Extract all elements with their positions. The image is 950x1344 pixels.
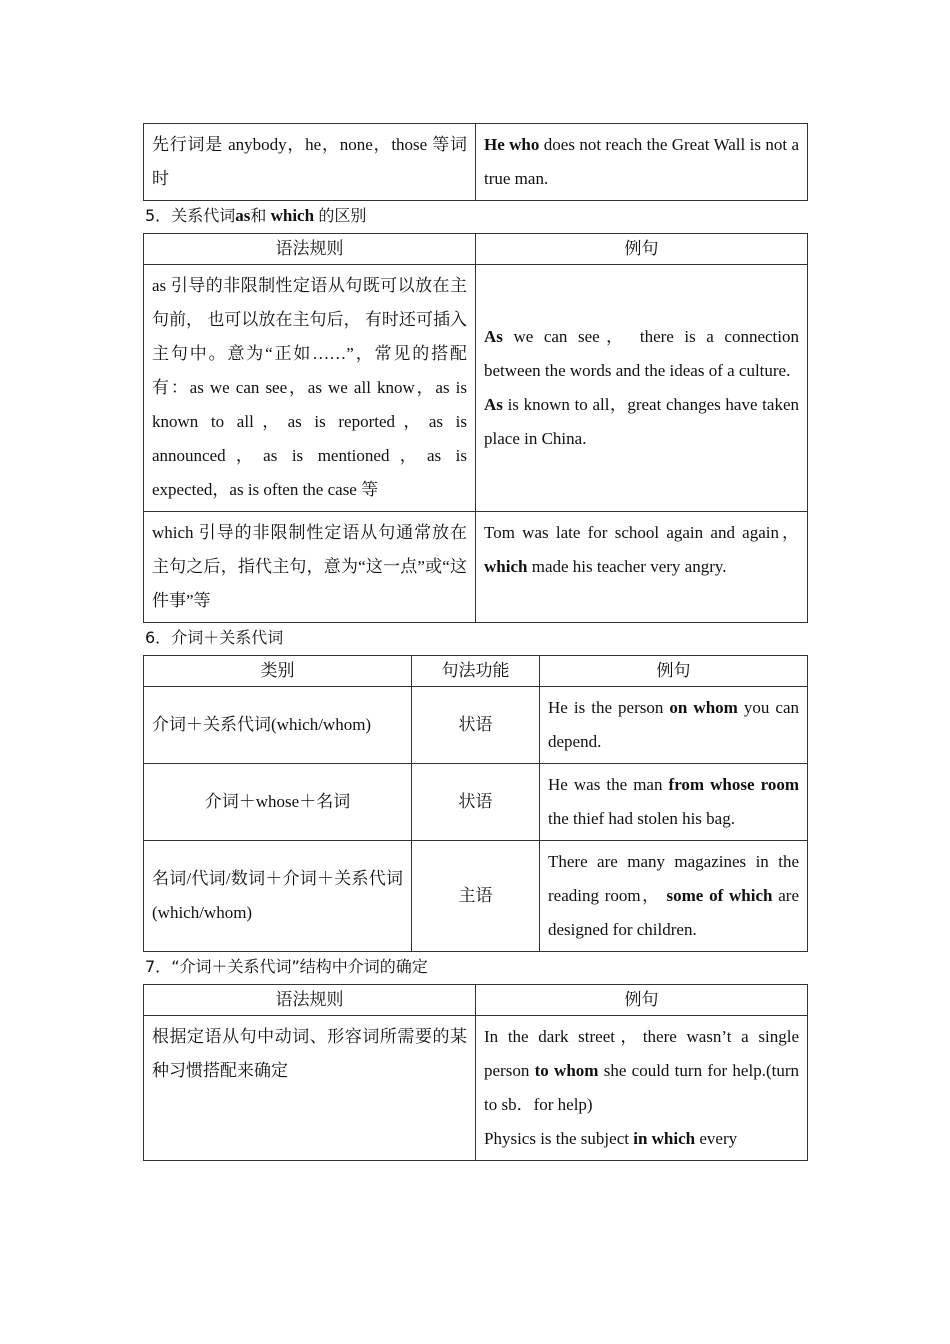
- table-header-row: [144, 656, 808, 687]
- example-text: we can see， there is a connection between the words and the ideas of a culture.: [484, 327, 799, 380]
- function-cell: 状语: [412, 687, 540, 764]
- function-cell: 状语: [412, 764, 540, 841]
- example-sentence: [484, 320, 799, 388]
- table-row: [144, 512, 808, 623]
- example-text: There are many magazines in the reading room，: [548, 852, 799, 905]
- function-cell: 主语: [412, 841, 540, 952]
- section-heading-7: [143, 954, 807, 980]
- example-sentence: [484, 1122, 799, 1156]
- bold-term: in which: [633, 1129, 696, 1148]
- bold-term: He who: [484, 135, 540, 154]
- heading-text: 和: [250, 206, 267, 225]
- example-text: are designed for children.: [548, 886, 799, 939]
- column-header: 类别: [144, 656, 412, 687]
- table-row: [144, 124, 808, 201]
- column-header: 例句: [540, 656, 808, 687]
- rule-cell: 根据定语从句中动词、形容词所需要的某种习惯搭配来确定: [144, 1016, 476, 1161]
- section-number: 7．: [145, 957, 172, 976]
- example-cell: [476, 512, 808, 623]
- example-cell: [476, 124, 808, 201]
- example-cell: [476, 265, 808, 512]
- table-row: [144, 841, 808, 952]
- example-text: the thief had stolen his bag.: [548, 809, 735, 828]
- heading-term: as: [235, 206, 251, 225]
- bold-term: which: [484, 557, 528, 576]
- heading-text: “介词＋关系代词”结构中介词的确定: [171, 957, 428, 976]
- example-text: Tom was late for school again and again，: [484, 523, 799, 542]
- example-text: you can depend.: [548, 698, 799, 751]
- example-text: He was the man: [548, 775, 669, 794]
- example-cell: [540, 841, 808, 952]
- example-text: is known to all，great changes have taken place in China.: [484, 395, 799, 448]
- table-prep-determination: [143, 984, 808, 1161]
- example-cell: [540, 764, 808, 841]
- section-heading-5: [143, 203, 807, 229]
- example-sentence: [484, 1020, 799, 1122]
- section-number: 6．: [145, 628, 172, 647]
- example-text: Physics is the subject: [484, 1129, 634, 1148]
- example-text: He is the person: [548, 698, 670, 717]
- heading-term: which: [270, 206, 315, 225]
- type-cell: 介词＋关系代词(which/whom): [144, 687, 412, 764]
- heading-text: 关系代词: [171, 206, 236, 225]
- rule-cell: which 引导的非限制性定语从句通常放在主句之后，指代主句，意为“这一点”或“这件事”等: [144, 512, 476, 623]
- column-header: 例句: [476, 234, 808, 265]
- column-header: 语法规则: [144, 234, 476, 265]
- section-heading-6: [143, 625, 807, 651]
- table-row: [144, 265, 808, 512]
- example-text: made his teacher very angry.: [527, 557, 727, 576]
- example-text: In the dark street，there wasn’t a single person: [484, 1027, 799, 1080]
- table-header-row: [144, 234, 808, 265]
- table-header-row: [144, 985, 808, 1016]
- example-cell: [540, 687, 808, 764]
- example-text: does not reach the Great Wall is not a true man.: [484, 135, 800, 188]
- column-header: 句法功能: [412, 656, 540, 687]
- table-as-which: [143, 233, 808, 623]
- bold-term: some of which: [666, 886, 773, 905]
- type-cell: 名词/代词/数词＋介词＋关系代词(which/whom): [144, 841, 412, 952]
- example-cell: [476, 1016, 808, 1161]
- heading-text: 的区别: [318, 206, 367, 225]
- document-page: [143, 123, 807, 1161]
- bold-term: to whom: [534, 1061, 599, 1080]
- example-text: she could turn for help.(turn to sb．for help): [484, 1061, 799, 1114]
- bold-term: on whom: [669, 698, 738, 717]
- rule-cell: 先行词是 anybody，he，none，those 等词时: [144, 124, 476, 201]
- heading-text: 介词＋关系代词: [171, 628, 284, 647]
- rule-cell: as 引导的非限制性定语从句既可以放在主句前， 也可以放在主句后， 有时还可插入主句中。意为“正如……”，常见的搭配有：as we can see，as we all know，as is known to all，as is reported，as is announced，as is mentioned，as is expected，as is often the case 等: [144, 265, 476, 512]
- table-prep-relative: [143, 655, 808, 952]
- example-sentence: [484, 388, 799, 456]
- example-text: every: [695, 1129, 738, 1148]
- type-cell: 介词＋whose＋名词: [144, 764, 412, 841]
- bold-term: As: [484, 395, 503, 414]
- table-row: [144, 1016, 808, 1161]
- table-row: [144, 687, 808, 764]
- section-number: 5．: [145, 206, 172, 225]
- bold-term: from whose room: [668, 775, 799, 794]
- column-header: 例句: [476, 985, 808, 1016]
- table-row: [144, 764, 808, 841]
- column-header: 语法规则: [144, 985, 476, 1016]
- bold-term: As: [484, 327, 503, 346]
- table-relative-who: [143, 123, 808, 201]
